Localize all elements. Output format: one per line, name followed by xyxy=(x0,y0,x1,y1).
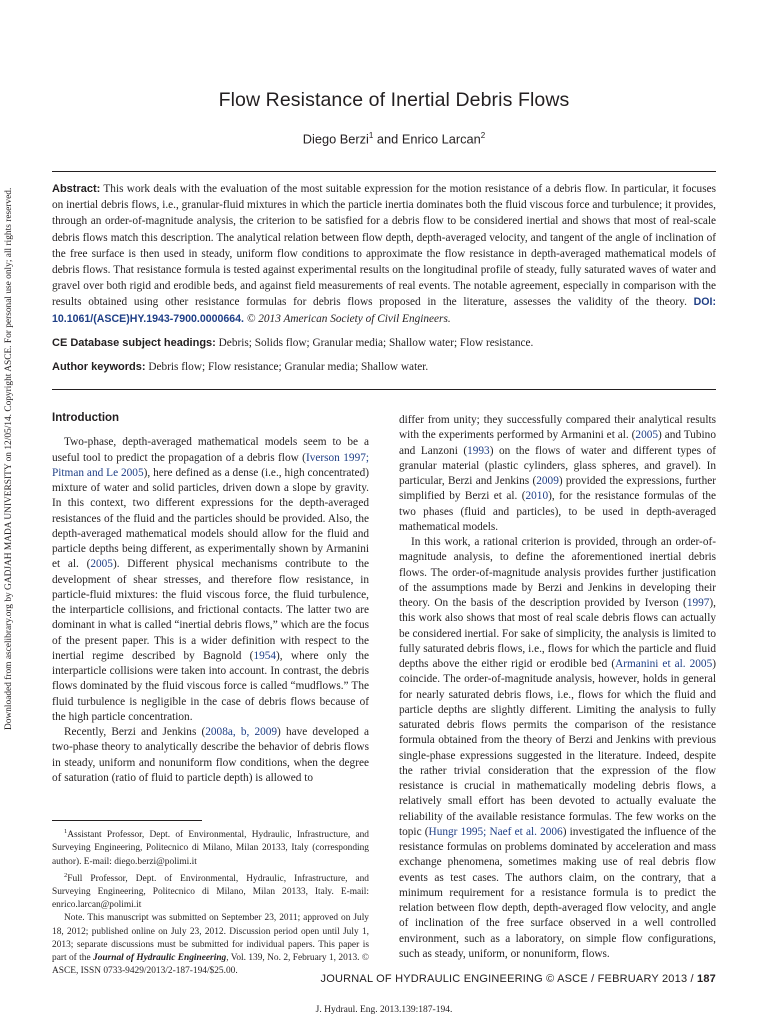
citation-link[interactable]: 2009 xyxy=(536,475,559,487)
text-run: ) and Tubino and Lanzoni ( xyxy=(399,429,716,457)
text-run: ) investigated the influence of the resistance formulas on problems dominated by acceleration and mass exchange phenomena, sometimes making use of real debris flow events as test cases. The authors claim, on the contrary, that a minimum requirement for a resistance formula is to predict the relation between flow depth, depth-averaged flow velocity, and angle of inclination of the free surface observed in a well controlled environment, such as a laboratory, on simple flow configurations, such as steady, uniform, or nonuniform, flows. xyxy=(399,825,716,960)
citation-link[interactable]: 1954 xyxy=(253,649,277,662)
citation-link[interactable]: Armanini et al. 2005 xyxy=(615,658,713,670)
text-run: ) coincide. The order-of-magnitude analysis, however, holds in general for nearly saturated debris flows, i.e., flows for which the fluid and particle depths are slightly different. Limiting the analysis to fully saturated debris flows permits the comparison of the resistance formula obtained from the theory of Berzi and Jenkins with previous single-phase expressions suggested in the literature. Indeed, despite the rather trivial consideration that the expression of the flow resistance is crucial in mathematically modeling debris flows, a relatively small effort has been devoted to actually evaluate the reliability of the available resistance formulas. The few works on the topic ( xyxy=(399,658,716,838)
citation-link[interactable]: 2010 xyxy=(525,490,549,503)
author-1-affiliation-mark: 1 xyxy=(368,131,374,140)
download-citation: J. Hydraul. Eng. 2013.139:187-194. xyxy=(315,1005,453,1015)
footnote-2 xyxy=(52,869,369,913)
citation-link[interactable]: 1993 xyxy=(467,444,490,457)
footnote-1 xyxy=(52,825,369,869)
doi-label: DOI: xyxy=(693,296,716,309)
subject-headings-text: Debris; Solids flow; Granular media; Shallow water; Flow resistance. xyxy=(215,336,534,349)
author-2: Enrico Larcan xyxy=(401,131,481,147)
manuscript-note xyxy=(52,912,369,978)
author-conjunction: and xyxy=(373,131,402,147)
citation-link[interactable]: 2005 xyxy=(90,558,113,571)
author-1: Diego Berzi xyxy=(302,131,369,147)
text-run: ) on the flows of water and different types of granular material (plastic cylinders, glass spheres, and gravel). In particular, Berzi and Jenkins ( xyxy=(399,444,716,487)
text-run: ), here defined as a dense (i.e., high concentrated) mixture of water and solid particles, driven down a slope by gravity. In this context, two different expressions for the depth-averaged resistances of the fluid and the particles should be provided. Also, the depth-averaged mathematical models should allow for the fluid and particle depths being different, as experimentally shown by Armanini et al. ( xyxy=(52,466,369,571)
note-text: , Vol. 139, No. 2, February 1, 2013. © ASCE, ISSN 0733-9429/2013/2-187-194/$25.00. xyxy=(52,953,369,977)
text-run: ), for the resistance formulas of the two phases (fluid and particles), to be used in depth-averaged mathematical models. xyxy=(399,490,716,533)
author-2-affiliation-mark: 2 xyxy=(480,131,486,140)
text-run: Two-phase, depth-averaged mathematical models seem to be a useful tool to predict the propagation of a debris flow ( xyxy=(52,436,369,464)
author-keywords xyxy=(52,359,716,375)
abstract-copyright: © 2013 American Society of Civil Engineers. xyxy=(244,312,451,325)
doi-link[interactable]: 10.1061/(ASCE)HY.1943-7900.0000664. xyxy=(52,312,245,325)
author-keywords-label: Author keywords: xyxy=(52,361,146,374)
right-column xyxy=(399,413,716,962)
left-column xyxy=(52,409,369,978)
citation-link[interactable]: 2005 xyxy=(635,429,659,442)
citation-link[interactable]: 2008a, b, 2009 xyxy=(205,726,278,738)
folio-journal: JOURNAL OF HYDRAULIC ENGINEERING © ASCE / FEBRUARY 2013 / xyxy=(320,973,698,985)
journal-name: Journal of Hydraulic Engineering xyxy=(93,953,227,964)
section-heading-introduction: Introduction xyxy=(52,412,120,424)
abstract-text: This work deals with the evaluation of the most suitable expression for the motion resistance of a debris flow. In particular, it focuses on inertial debris flows, i.e., granular-fluid mixtures in which the particle inertia dominates both the fluid viscous force and turbulence; it provides, through an order-of-magnitude analysis, the criterion to be satisfied for a debris flow to be considered inertial and shows that most of real-scale debris flows match this description. The analytical relation between flow depth, depth-averaged velocity, and tangent of the angle of inclination of the free surface is then used in steady, uniform flow conditions to approximate the flow resistance in depth-averaged mathematical models of debris flows. That resistance formula is tested against experimental results on the longitudinal profile of steady, fully saturated waves of water and gravel over both rigid and erodible beds, and against field measurements of real events. The notable agreement, especially in comparison with the results obtained using other resistance formulas for debris flows proposed in the literature, assesses the validity of the theory. xyxy=(52,183,716,309)
subject-headings-label: CE Database subject headings: xyxy=(52,336,216,349)
footnote-text: Full Professor, Dept. of Environmental, Hydraulic, Infrastructure, and Surveying Engineering, Politecnico di Milano, Milan 20133, Italy. E-mail: enrico.larcan@polimi.it xyxy=(52,873,369,911)
note-text: Note. This manuscript was submitted on September 23, 2011; approved on July 18, 2012; published online on July 23, 2012. Discussion period open until July 1, 2013; separate discussions must be submitted for individual papers. This paper is part of the xyxy=(52,913,369,964)
front-matter xyxy=(52,181,716,375)
abstract-top-rule xyxy=(52,171,716,172)
text-run: ), where only the interparticle collisions were taken into account. In contrast, the debris flows dominated by the fluid viscous force is called “mudflows.” The fluid turbulence is negligible in the case of debris flows because of the high particle concentration. xyxy=(52,649,369,723)
text-run: differ from unity; they successfully compared their analytical results with the experiments performed by Armanini et al. ( xyxy=(399,414,716,442)
footnote-rule xyxy=(52,820,202,821)
text-run: ). Different physical mechanisms contribute to the development of shear stresses, and therefore flow resistance, in particle-fluid mixtures: the fluid viscous force, the fluid turbulence, the interparticle collisions, and frictional contacts. The latter two are dominant in what is called “inertial debris flows,” which are the focus of the present paper. This is a wider definition with respect to the inertial regime described by Bagnold ( xyxy=(52,558,369,662)
citation-link[interactable]: 1997 xyxy=(686,597,710,609)
intro-paragraph-1 xyxy=(52,435,369,725)
paper-title: Flow Resistance of Inertial Debris Flows xyxy=(218,89,570,111)
footnote-text: Assistant Professor, Dept. of Environmental, Hydraulic, Infrastructure, and Surveying Engineering, Politecnico di Milano, Milan 20133, Italy (corresponding author). E-mail: diego.berzi@polimi.it xyxy=(52,830,369,867)
intro-paragraph-continued xyxy=(399,413,716,535)
text-run: ) have developed a two-phase theory to analytically describe the behavior of debris flows in steady, uniform and nonuniform flow conditions, when the degree of saturation (ratio of fluid to particle depth) is allowed to xyxy=(52,726,370,784)
abstract-label: Abstract: xyxy=(52,183,101,195)
keywords-bottom-rule xyxy=(52,389,716,390)
footnote-mark: 2 xyxy=(64,871,68,879)
text-run: ), this work also shows that most of real scale debris flows can actually be considered inertial. For sake of simplicity, the analysis is limited to fully saturated debris flows, i.e., flows for which the particle and fluid depths above the either rigid or erodible bed ( xyxy=(399,597,716,670)
intro-paragraph-3 xyxy=(399,535,716,962)
page-number: 187 xyxy=(697,973,716,985)
text-run: ) provided the expressions, further simplified by Berzi et al. ( xyxy=(399,475,716,503)
citation-link[interactable]: Hungr 1995; Naef et al. 2006 xyxy=(428,825,563,838)
text-run: Recently, Berzi and Jenkins ( xyxy=(64,726,206,738)
subject-headings xyxy=(52,335,716,351)
text-run: In this work, a rational criterion is provided, through an order-of-magnitude analysis, to define the aforementioned inertial debris flows. The order-of-magnitude analysis provides further justification of the assumptions made by Berzi and Jenkins in developing their theory. On the basis of the description provided by Iverson ( xyxy=(399,536,716,609)
download-watermark xyxy=(2,187,16,730)
author-keywords-text: Debris flow; Flow resistance; Granular media; Shallow water. xyxy=(145,361,429,374)
author-line xyxy=(40,131,748,146)
citation-link[interactable]: Iverson 1997; Pitman and Le 2005 xyxy=(52,451,370,479)
intro-paragraph-2 xyxy=(52,725,369,786)
footnotes xyxy=(52,825,369,978)
abstract xyxy=(52,181,716,327)
page-folio xyxy=(321,973,716,985)
footnote-mark: 1 xyxy=(64,828,68,835)
download-watermark-text: Downloaded from ascelibrary.org by GADJAH MADA UNIVERSITY on 12/05/14. Copyright ASCE. For personal use only; all rights reserved. xyxy=(4,187,14,730)
